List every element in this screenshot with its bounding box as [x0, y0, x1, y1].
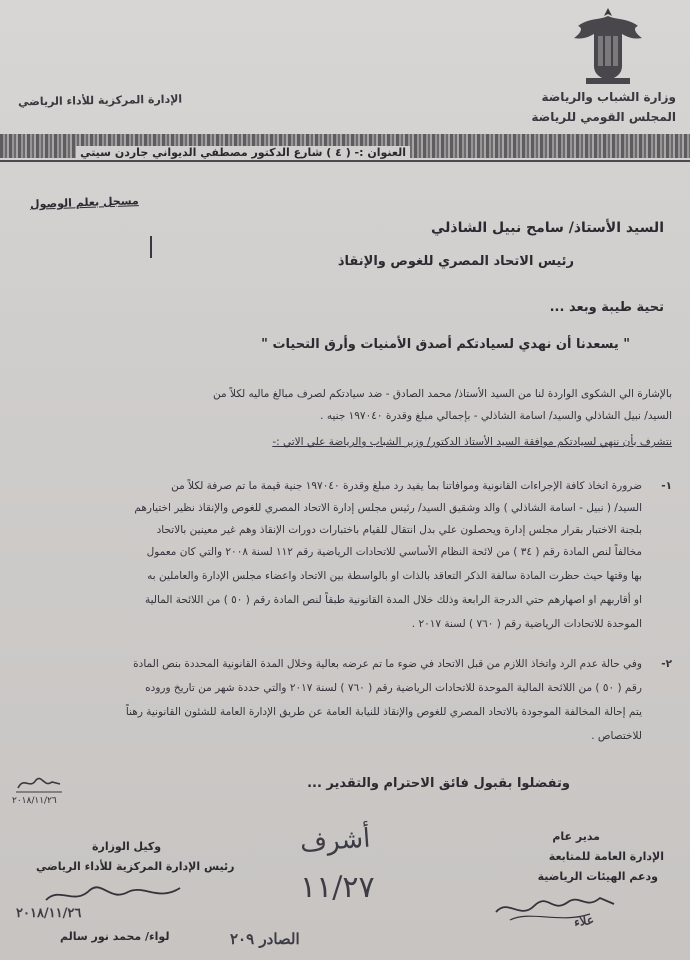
- signer-left-date: ٢٠١٨/١١/٢٦: [16, 906, 82, 921]
- wishes-line: " يسعدنا أن نهدي لسيادتكم أصدق الأمنيات وأرق التحيات ": [261, 337, 630, 352]
- intro-line-1: بالإشارة الي الشكوى الواردة لنا من السيد الأستاذ/ محمد الصادق - ضد سيادتكم لصرف مبالغ ماليه لكلاً من: [212, 388, 672, 400]
- address-line: العنوان :- ( ٤ ) شارع الدكتور مصطفي الديواني جاردن سيتي: [76, 146, 410, 159]
- item-1-line: الموحدة للاتحادات الرياضية رقم ( ٧٦٠ ) لسنة ٢٠١٧ .: [411, 618, 642, 630]
- item-1-line: مخالفاً لنص المادة رقم ( ٣٤ ) من لائحة النظام الأساسي للاتحادات الرياضية رقم ١١٢ لسنة ٢٠٠٨ والتي كان معمول: [146, 546, 642, 558]
- item-number: ٢-: [661, 658, 672, 670]
- handwritten-outgoing-number: الصادر ٢٠٩: [230, 930, 300, 948]
- initials-date: ٢٠١٨/١١/٢٦: [12, 796, 57, 806]
- item-number: ١-: [661, 480, 672, 492]
- signer-right-dept-2: ودعم الهيئات الرياضية: [537, 870, 658, 883]
- department-name: الإدارة المركزية للأداء الرياضي: [17, 92, 183, 109]
- eagle-emblem-icon: [570, 4, 646, 86]
- item-2-line: يتم إحالة المخالفة الموجودة بالاتحاد المصري للغوص والإنقاذ للنيابة العامة عن طريق الإدارة العامة للشئون القانونية رهناً: [125, 706, 642, 718]
- council-name: المجلس القومي للرياضة: [531, 110, 676, 124]
- registered-mail-note: مسجل بعلم الوصول: [29, 194, 139, 211]
- signer-left-title: وكيل الوزارة: [92, 840, 162, 853]
- signer-left-dept: رئيس الإدارة المركزية للأداء الرياضي: [36, 860, 235, 873]
- honor-line: نتشرف بأن ننهي لسيادتكم موافقة السيد الأستاذ الدكتور/ وزير الشباب والرياضة علي الاتي :-: [272, 436, 672, 448]
- item-1-line: السيد/ ( نبيل - اسامة الشاذلي ) والد وشقيق السيد/ رئيس مجلس إدارة الاتحاد المصري للغوص والإنقاذ نظير اختيارهم: [134, 502, 642, 514]
- greeting: تحية طيبة وبعد ...: [549, 300, 664, 315]
- signer-left-name: لواء/ محمد نور سالم: [60, 930, 170, 943]
- signer-right-dept: الإدارة العامة للمتابعة: [548, 850, 664, 863]
- recipient-name: السيد الأستاذ/ سامح نبيل الشاذلي: [431, 220, 664, 236]
- item-1-line: ضرورة اتخاذ كافة الإجراءات القانونية وموافاتنا بما يفيد رد مبلغ وقدرة ١٩٧٠٤٠ جنية قيمة ما تم صرفة لكلاً من: [171, 480, 642, 492]
- item-1-line: او أقاربهم او اصهارهم حتي الدرجة الرابعة وذلك خلال المدة القانونية طبقاً لنص المادة رقم ( ٥٠ ) من اللائحة المالية: [144, 594, 642, 606]
- item-2-line: للاختصاص .: [591, 730, 642, 742]
- ministry-name: وزارة الشباب والرياضة: [541, 90, 676, 104]
- handwritten-date: ١١/٢٧: [300, 870, 375, 905]
- initials-scribble-icon: [14, 772, 64, 794]
- handwritten-word: أشرف: [299, 823, 372, 859]
- closing-line: وتفضلوا بقبول فائق الاحترام والتقدير ...: [307, 776, 570, 791]
- item-2-line: رقم ( ٥٠ ) من اللائحة المالية الموحدة للاتحادات الرياضية رقم ( ٧٦٠ ) لسنة ٢٠١٧ والتي حددة شهر من تاريخ وروده: [145, 682, 642, 694]
- intro-line-2: السيد/ نبيل الشاذلي والسيد/ اسامة الشاذلي - بإجمالي مبلغ وقدرة ١٩٧٠٤٠ جنيه .: [320, 410, 672, 422]
- vertical-mark: [150, 236, 152, 258]
- signature-right-name: علاء: [573, 912, 595, 930]
- item-2-line: وفي حالة عدم الرد واتخاذ اللازم من قبل الاتحاد في ضوء ما تم عرضه بعالية وخلال المدة القانونية المحددة بنص المادة: [133, 658, 642, 670]
- signer-right-title: مدير عام: [552, 830, 600, 843]
- recipient-title: رئيس الاتحاد المصري للغوص والإنقاذ: [337, 254, 574, 269]
- item-1-line: بها وقتها حيث حظرت المادة سالفة الذكر التعاقد بالذات او بالواسطة بين الاتحاد واعضاء مجلس الإدارة والعاملين به: [147, 570, 642, 582]
- signature-right-icon: [490, 880, 620, 928]
- header-divider: [0, 160, 690, 162]
- item-1-line: بلجنة الاختبار بقرار مجلس إدارة ويحصلون علي بدل انتقال للقيام باختبارات دورات الإنقاذ وهم غير معينين بالاتحاد: [156, 524, 642, 536]
